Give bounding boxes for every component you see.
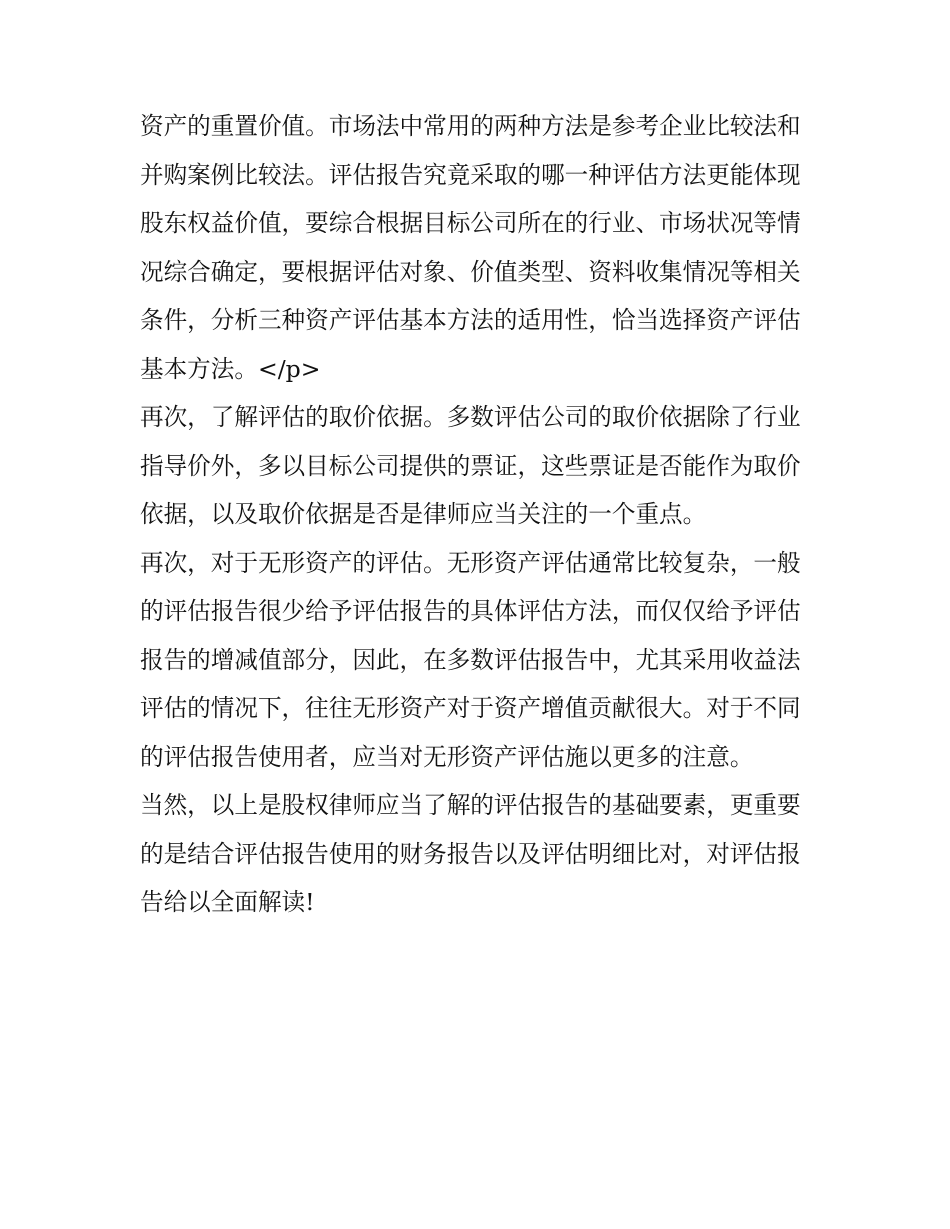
paragraph-pricing-basis: 再次，了解评估的取价依据。多数评估公司的取价依据除了行业指导价外，多以目标公司提供的票证，这些票证是否能作为取价依据，以及取价依据是否是律师应当关注的一个重点。 — [140, 403, 801, 528]
document-body — [140, 102, 812, 927]
paragraph-conclusion: 当然，以上是股权律师应当了解的评估报告的基础要素，更重要的是结合评估报告使用的财务报告以及评估明细比对，对评估报告给以全面解读! — [140, 791, 801, 916]
paragraph-intangible-assets: 再次，对于无形资产的评估。无形资产评估通常比较复杂，一般的评估报告很少给予评估报告的具体评估方法，而仅仅给予评估报告的增减值部分，因此，在多数评估报告中，尤其采用收益法评估的情况下，往往无形资产对于资产增值贡献很大。对于不同的评估报告使用者，应当对无形资产评估施以更多的注意。 — [140, 548, 801, 771]
paragraph-valuation-methods: 资产的重置价值。市场法中常用的两种方法是参考企业比较法和并购案例比较法。评估报告究竟采取的哪一种评估方法更能体现股东权益价值，要综合根据目标公司所在的行业、市场状况等情况综合确定，要根据评估对象、价值类型、资料收集情况等相关条件，分析三种资产评估基本方法的适用性，恰当选择资产评估基本方法。</p> — [140, 112, 801, 383]
